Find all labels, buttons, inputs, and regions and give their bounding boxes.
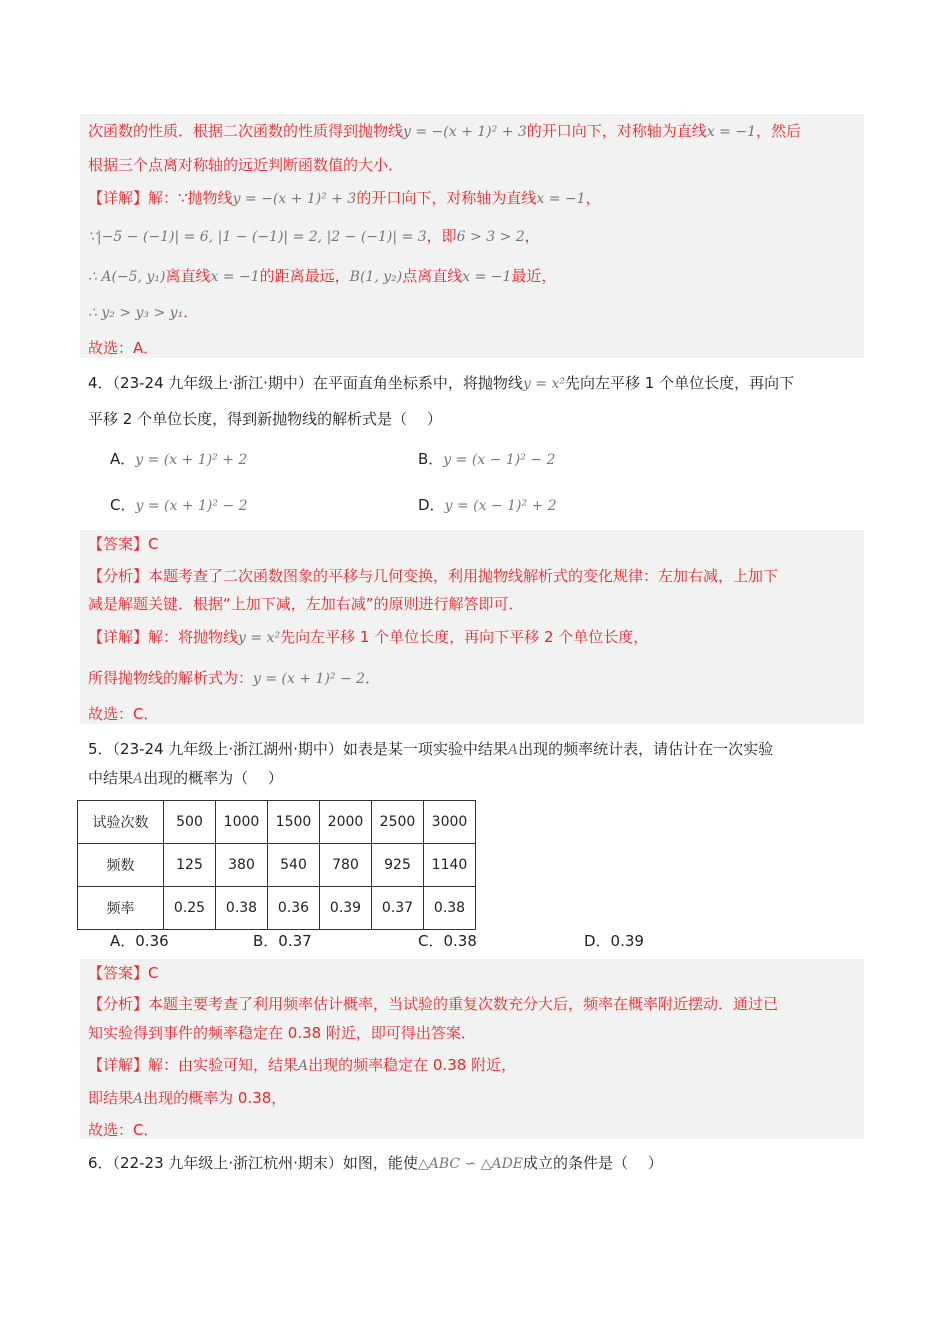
q3-choose: 故选：A． <box>88 339 159 357</box>
q4-choose: 故选：C． <box>88 705 159 723</box>
q5-answer: 【答案】C <box>88 964 159 982</box>
q4-stem-line-1: 4．（23-24 九年级上·浙江·期中）在平面直角坐标系中，将抛物线y = x²先向左平移 1 个单位长度，再向下 <box>88 374 795 392</box>
table-cell: 0.25 <box>164 887 216 930</box>
table-row <box>78 801 476 844</box>
q4-option-c: C．y = (x + 1)² − 2 <box>110 496 248 514</box>
table-cell: 780 <box>320 844 372 887</box>
q4-detail-line-1: 【详解】解：将抛物线y = x²先向左平移 1 个单位长度，再向下平移 2 个单位长度， <box>88 628 649 646</box>
q4-option-b: B．y = (x − 1)² − 2 <box>418 450 556 468</box>
q5-choose: 故选：C． <box>88 1121 159 1139</box>
q5-option-a: A．0.36 <box>110 932 169 950</box>
q5-analysis-line-2: 知实验得到事件的频率稳定在 0.38 附近，即可得出答案． <box>88 1024 476 1042</box>
table-cell: 2000 <box>320 801 372 844</box>
q5-stem-line-2: 中结果A出现的概率为（ ） <box>88 769 283 787</box>
q4-stem-line-2: 平移 2 个单位长度，得到新抛物线的解析式是（ ） <box>88 410 442 428</box>
q3-detail-line-4: ∴ y₂ > y₃ > y₁． <box>88 303 199 321</box>
q4-analysis-line-1: 【分析】本题考查了二次函数图象的平移与几何变换，利用抛物线解析式的变化规律：左加右减，上加下 <box>88 567 779 585</box>
table-cell: 1140 <box>424 844 476 887</box>
q4-option-d: D．y = (x − 1)² + 2 <box>418 496 557 514</box>
table-cell: 925 <box>372 844 424 887</box>
q3-detail-line-1: 【详解】解：∵抛物线y = −(x + 1)² + 3的开口向下，对称轴为直线x = −1， <box>88 189 601 207</box>
q5-stem-line-1: 5．（23-24 九年级上·浙江湖州·期中）如表是某一项实验中结果A出现的频率统计表，请估计在一次实验 <box>88 740 774 758</box>
table-cell: 2500 <box>372 801 424 844</box>
table-cell: 频率 <box>78 887 164 930</box>
q6-stem: 6．（22-23 九年级上·浙江杭州·期末）如图，能使△ABC ∽ △ADE成立的条件是（ ） <box>88 1154 663 1172</box>
table-cell: 试验次数 <box>78 801 164 844</box>
q3-detail-line-3: ∴ A(−5, y₁)离直线x = −1的距离最远，B(1, y₂)点离直线x = −1最近， <box>88 267 557 285</box>
q4-detail-line-2: 所得抛物线的解析式为：y = (x + 1)² − 2． <box>88 669 381 687</box>
table-cell: 3000 <box>424 801 476 844</box>
q4-option-a: A．y = (x + 1)² + 2 <box>110 450 248 468</box>
q5-analysis-line-1: 【分析】本题主要考查了利用频率估计概率，当试验的重复次数充分大后，频率在概率附近摆动．通过已 <box>88 995 779 1013</box>
q4-answer: 【答案】C <box>88 535 159 553</box>
table-cell: 0.38 <box>216 887 268 930</box>
q4-analysis-line-2: 减是解题关键．根据“上加下减，左加右减”的原则进行解答即可． <box>88 595 524 613</box>
table-cell: 540 <box>268 844 320 887</box>
table-row <box>78 844 476 887</box>
table-cell: 频数 <box>78 844 164 887</box>
table-row <box>78 887 476 930</box>
table-cell: 125 <box>164 844 216 887</box>
table-cell: 500 <box>164 801 216 844</box>
table-cell: 1000 <box>216 801 268 844</box>
frequency-table <box>77 800 476 930</box>
q5-detail-line-2: 即结果A出现的概率为 0.38， <box>88 1089 287 1107</box>
table-cell: 0.37 <box>372 887 424 930</box>
table-cell: 380 <box>216 844 268 887</box>
q5-option-b: B．0.37 <box>253 932 312 950</box>
q3-detail-line-2: ∵|−5 − (−1)| = 6, |1 − (−1)| = 2, |2 − (−1)| = 3，即6 > 3 > 2， <box>88 227 540 245</box>
q5-option-c: C．0.38 <box>418 932 477 950</box>
table-cell: 1500 <box>268 801 320 844</box>
q5-solution-block <box>80 959 864 1139</box>
q3-analysis-line-1: 次函数的性质．根据二次函数的性质得到抛物线y = −(x + 1)² + 3的开口向下，对称轴为直线x = −1，然后 <box>88 122 801 140</box>
q3-analysis-line-2: 根据三个点离对称轴的远近判断函数值的大小． <box>88 156 404 174</box>
table-cell: 0.39 <box>320 887 372 930</box>
q5-option-d: D．0.39 <box>584 932 644 950</box>
table-cell: 0.38 <box>424 887 476 930</box>
table-cell: 0.36 <box>268 887 320 930</box>
q5-detail-line-1: 【详解】解：由实验可知，结果A出现的频率稳定在 0.38 附近， <box>88 1056 517 1074</box>
